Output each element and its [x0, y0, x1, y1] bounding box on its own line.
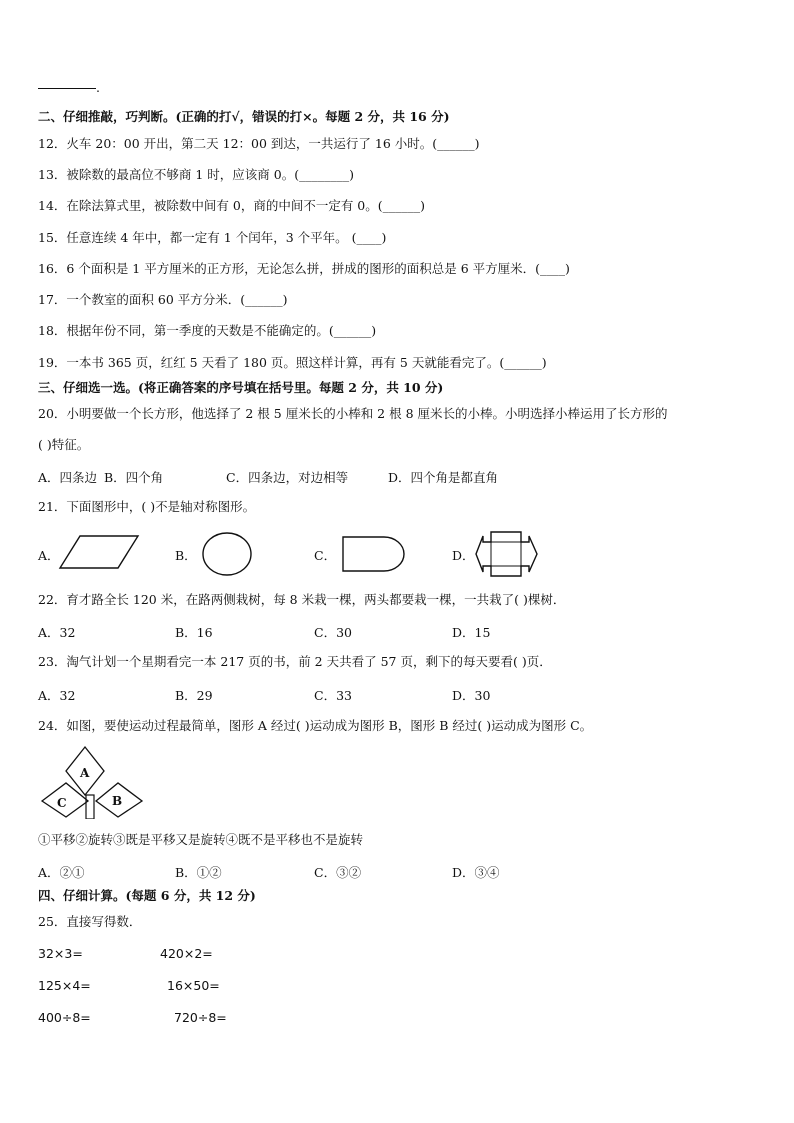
question-15: 15．任意连续 4 年中，都一定有 1 个闰年，3 个平年。 (____)	[38, 230, 387, 245]
q21-label-a: A．	[38, 548, 60, 563]
q20-option-b: B．四个角	[104, 470, 164, 485]
section4-heading: 四、仔细计算。(每题 6 分，共 12 分)	[38, 888, 256, 903]
question-25: 25．直接写得数．	[38, 914, 142, 929]
question-22: 22．育才路全长 120 米，在路两侧栽树，每 8 米栽一棵，两头都要栽一棵，一共栽了( )棵树．	[38, 592, 566, 607]
cross-arrow-shape	[475, 530, 539, 578]
question-23: 23．淘气计划一个星期看完一本 217 页的书，前 2 天共看了 57 页，剩下的每天要看( )页．	[38, 654, 552, 669]
figure-label-c: C	[57, 796, 67, 810]
q22-option-c: C．30	[314, 625, 352, 640]
q20-option-c: C．四条边，对边相等	[226, 470, 349, 485]
q24-option-d: D．③④	[452, 865, 500, 880]
figure-label-a: A	[80, 766, 90, 780]
question-12: 12．火车 20：00 开出，第二天 12：00 到达，一共运行了 16 小时。(______)	[38, 136, 480, 151]
section2-heading: 二、仔细推敲，巧判断。(正确的打√，错误的打×。每题 2 分，共 16 分)	[38, 109, 450, 124]
question-21: 21．下面图形中，( )不是轴对称图形。	[38, 499, 256, 514]
q23-option-a: A．32	[38, 688, 76, 703]
question-13: 13．被除数的最高位不够商 1 时，应该商 0。(________)	[38, 167, 354, 182]
q23-option-c: C．33	[314, 688, 352, 703]
calc-expr-5: 400÷8=	[38, 1010, 91, 1025]
question-20-line2: ( )特征。	[38, 437, 90, 452]
q21-label-b: B．	[175, 548, 197, 563]
blank-suffix: .	[96, 80, 100, 95]
q21-label-d: D．	[452, 548, 475, 563]
section3-heading: 三、仔细选一选。(将正确答案的序号填在括号里。每题 2 分，共 10 分)	[38, 380, 444, 395]
blank-line	[38, 88, 96, 89]
q20-option-d: D．四个角是都直角	[388, 470, 499, 485]
rotation-figure	[40, 745, 146, 819]
question-18: 18．根据年份不同，第一季度的天数是不能确定的。(______)	[38, 323, 377, 338]
q21-label-c: C．	[314, 548, 337, 563]
q20-option-a: A．四条边	[38, 470, 98, 485]
calc-expr-1: 32×3=	[38, 946, 83, 961]
parallelogram-shape	[58, 534, 140, 570]
question-14: 14．在除法算式里，被除数中间有 0，商的中间不一定有 0。(______)	[38, 198, 426, 213]
q24-option-c: C．③②	[314, 865, 362, 880]
q23-option-d: D．30	[452, 688, 491, 703]
q22-option-b: B．16	[175, 625, 213, 640]
question-19: 19．一本书 365 页，红红 5 天看了 180 页。照这样计算，再有 5 天就能看完了。(______)	[38, 355, 547, 370]
q24-option-a: A．②①	[38, 865, 85, 880]
q22-option-a: A．32	[38, 625, 76, 640]
q23-option-b: B．29	[175, 688, 213, 703]
question-24: 24．如图，要使运动过程最简单，图形 A 经过( )运动成为图形 B，图形 B 经过( )运动成为图形 C。	[38, 718, 593, 733]
figure-label-b: B	[112, 794, 123, 808]
circle-shape	[200, 531, 254, 577]
calc-expr-2: 420×2=	[160, 946, 213, 961]
question-16: 16．6 个面积是 1 平方厘米的正方形，无论怎么拼，拼成的图形的面积总是 6 平方厘米．(____)	[38, 261, 570, 276]
calc-expr-4: 16×50=	[167, 978, 220, 993]
question-17: 17．一个教室的面积 60 平方分米．(______)	[38, 292, 288, 307]
rounded-rect-shape	[340, 534, 410, 574]
question-20-line1: 20．小明要做一个长方形，他选择了 2 根 5 厘米长的小棒和 2 根 8 厘米长的小棒。小明选择小棒运用了长方形的	[38, 406, 668, 421]
q22-option-d: D．15	[452, 625, 491, 640]
calc-expr-6: 720÷8=	[174, 1010, 227, 1025]
q24-choices: ①平移②旋转③既是平移又是旋转④既不是平移也不是旋转	[38, 832, 364, 847]
top-answer-blank	[38, 78, 118, 98]
calc-expr-3: 125×4=	[38, 978, 91, 993]
q24-option-b: B．①②	[175, 865, 222, 880]
